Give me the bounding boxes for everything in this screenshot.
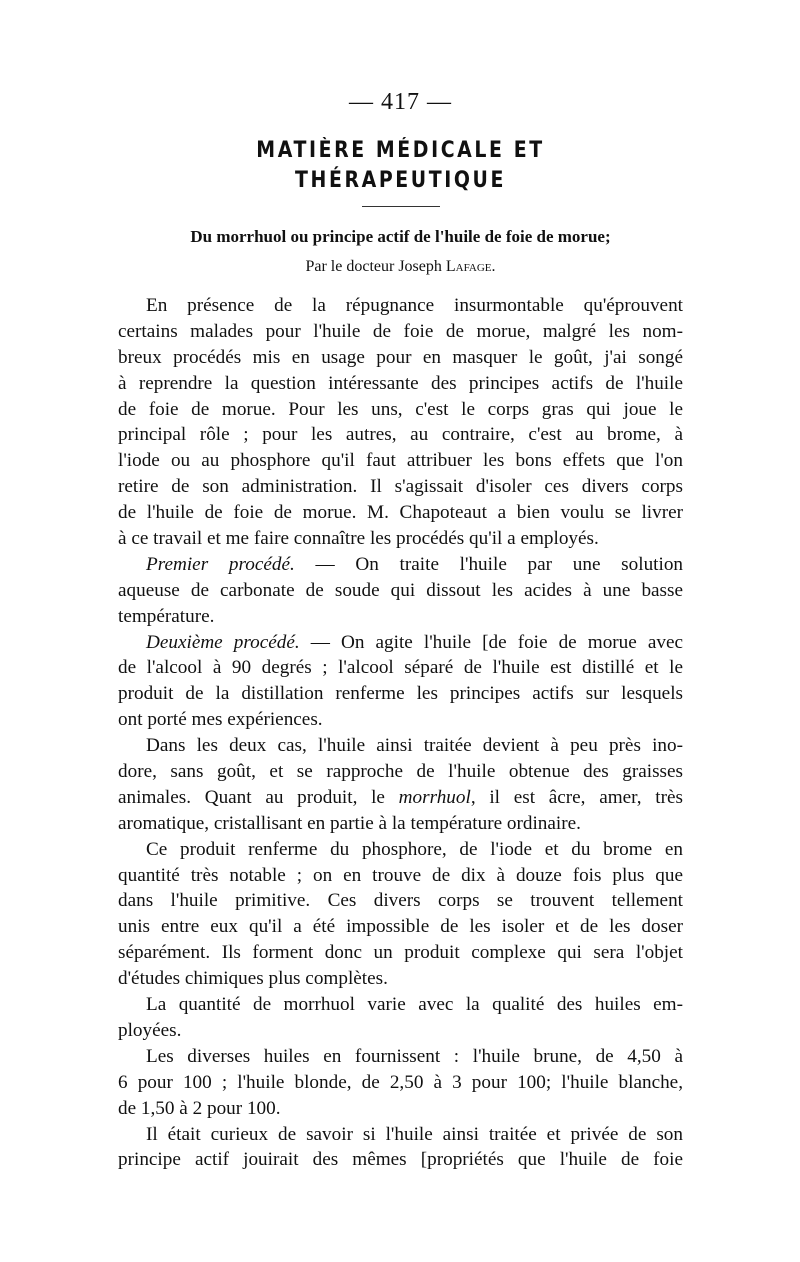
text-line: certains malades pour l'huile de foie de morue, malgré les nom- [118,320,683,342]
book-page [118,84,683,1173]
text-line: Il était curieux de savoir si l'huile ainsi traitée et privée de son [146,1123,683,1145]
text-line: à reprendre la question intéressante des principes actifs de l'huile [118,372,683,394]
text-line: En présence de la répugnance insurmontable qu'éprouvent [146,295,683,316]
procedure-one-label: Premier procédé. [146,553,295,575]
text-line: température. [118,605,215,627]
text-line: unis entre eux qu'il a été impossible de les isoler et de les doser [118,916,683,938]
text-line [118,552,683,578]
text-line: à ce travail et me faire connaître les procédés qu'il a employés. [118,528,599,550]
text-line [118,785,683,811]
text-line: de 1,50 à 2 pour 100. [118,1097,281,1119]
byline-prefix: Par le docteur Joseph [305,258,442,275]
text-line: breux procédés mis en usage pour en masquer le goût, j'ai songé [118,346,683,368]
article-body [118,293,683,1173]
text-line: aromatique, cristallisant en partie à la température ordinaire. [118,812,581,834]
text-line: dans l'huile primitive. Ces divers corps se trouvent tellement [118,890,683,912]
text-fragment: , il est âcre, amer, très [470,786,683,808]
text-line: dore, sans goût, et se rapproche de l'huile obtenue des graisses [118,761,683,783]
section-title: MATIÈRE MÉDICALE ET THÉRAPEUTIQUE [256,138,545,193]
text-line: quantité très notable ; on en trouve de dix à douze fois plus que [118,864,683,886]
text-line: séparément. Ils forment donc un produit complexe qui sera l'objet [118,942,683,964]
text-line: de l'alcool à 90 degrés ; l'alcool séparé de l'huile est distillé et le [118,657,683,679]
text-line: Dans les deux cas, l'huile ainsi traitée devient à peu près ino- [146,735,683,757]
text-fragment: animales. Quant au produit, le [118,786,385,808]
text-line: d'études chimiques plus complètes. [118,968,388,990]
text-fragment: — On traite l'huile par une solution [315,553,683,575]
text-line: produit de la distillation renferme les principes actifs sur lesquels [118,683,683,705]
text-line: aqueuse de carbonate de soude qui dissout les acides à une basse [118,579,683,601]
author-name: Lafage. [445,258,496,275]
text-line: Ce produit renferme du phosphore, de l'iode et du brome en [146,838,683,860]
article-title: Du morrhuol ou principe actif de l'huile de foie de morue; [190,227,611,246]
title-rule [362,206,440,207]
text-line [118,630,683,656]
text-line: l'iode ou au phosphore qu'il faut attribuer les bons effets que l'on [118,450,683,472]
text-line: de l'huile de foie de morue. M. Chapoteaut a bien voulu se livrer [118,502,683,524]
morrhuol-term: morrhuol [398,786,471,808]
text-line: principal rôle ; pour les autres, au contraire, c'est au brome, à [118,424,683,446]
text-line: principe actif jouirait des mêmes [propriétés que l'huile de foie [118,1149,683,1171]
text-line: Les diverses huiles en fournissent : l'huile brune, de 4,50 à [146,1045,683,1067]
page-number: — 417 — [349,89,452,115]
byline [118,255,683,279]
text-line: retire de son administration. Il s'agissait d'isoler ces divers corps [118,476,683,498]
text-line: ont porté mes expériences. [118,709,323,731]
text-line: La quantité de morrhuol varie avec la qualité des huiles em- [146,994,683,1016]
text-fragment: — On agite l'huile [de foie de morue avec [310,631,683,653]
text-line: 6 pour 100 ; l'huile blonde, de 2,50 à 3 pour 100; l'huile blanche, [118,1071,683,1093]
text-line: de foie de morue. Pour les uns, c'est le corps gras qui joue le [118,398,683,420]
procedure-two-label: Deuxième procédé. [146,631,300,653]
text-line: ployées. [118,1019,182,1041]
